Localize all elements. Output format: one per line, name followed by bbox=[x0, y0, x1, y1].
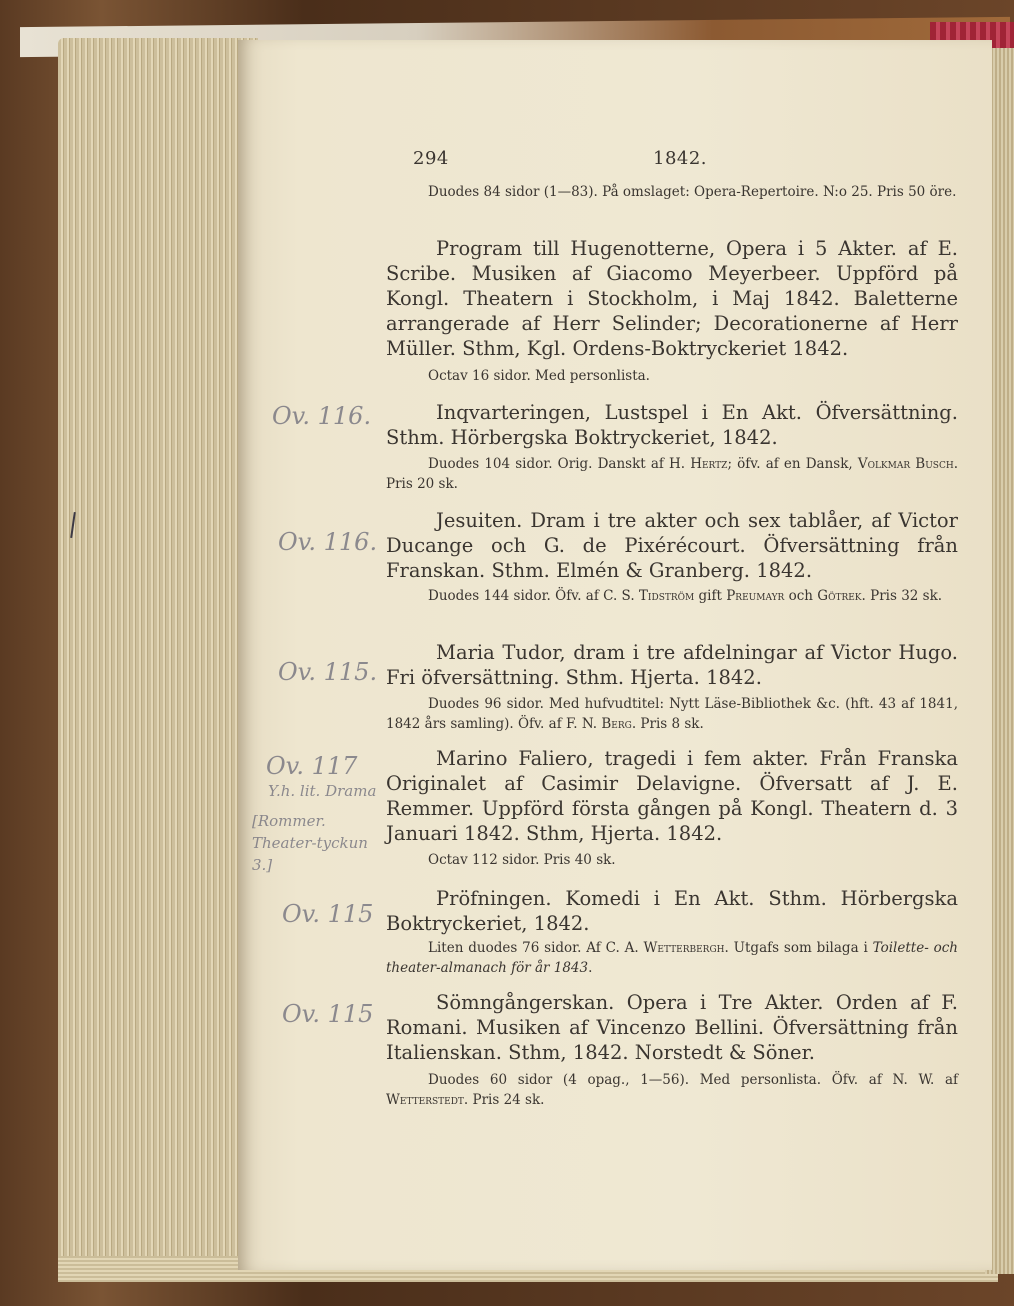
handwritten-annotation: Ov. 115 bbox=[282, 1000, 374, 1028]
entry-note: Duodes 96 sidor. Med hufvudtitel: Nytt Läse-Bibliothek &c. (hft. 43 af 1841, 1842 års samling). Öfv. af F. N. Berg. Pris 8 sk. bbox=[386, 696, 958, 732]
entry-note: Octav 16 sidor. Med personlista. bbox=[428, 368, 650, 384]
handwritten-annotation: [Rommer. Theater-tyckun 3.] bbox=[252, 812, 368, 874]
entry-note: Duodes 60 sidor (4 opag., 1—56). Med personlista. Öfv. af N. W. af Wetterstedt. Pris 24 sk. bbox=[386, 1072, 958, 1108]
handwritten-annotation: Ov. 116. bbox=[278, 528, 378, 556]
entry-title: Jesuiten. Dram i tre akter och sex tablåer, af Victor Ducange och G. de Pixérécourt. Öfversättning från Franskan. Sthm. Elmén & Granberg. 1842. bbox=[386, 509, 958, 582]
book-page bbox=[238, 40, 992, 1270]
page-number: 294 bbox=[413, 148, 449, 169]
entry-title: Program till Hugenotterne, Opera i 5 Akter. af E. Scribe. Musiken af Giacomo Meyerbeer. Uppförd på Kongl. Theatern i Stockholm, i Maj 1842. Baletterne arrangerade af Herr Selinder; Decorationerne af Herr Müller. Sthm, Kgl. Ordens-Boktryckeriet 1842. bbox=[386, 237, 958, 360]
entry-title: Sömngångerskan. Opera i Tre Akter. Orden af F. Romani. Musiken af Vincenzo Bellini. Öfversättning från Italienskan. Sthm, 1842. Norstedt & Söner. bbox=[386, 991, 958, 1064]
handwritten-annotation: Ov. 115 bbox=[282, 900, 374, 928]
handwritten-annotation: Y.h. lit. Drama bbox=[268, 782, 377, 800]
entry-title: Pröfningen. Komedi i En Akt. Sthm. Hörbergska Boktryckeriet, 1842. bbox=[386, 887, 958, 935]
entry-note: Duodes 104 sidor. Orig. Danskt af H. Hertz; öfv. af en Dansk, Volkmar Busch. Pris 20 sk. bbox=[386, 456, 958, 492]
entry-note: Duodes 144 sidor. Öfv. af C. S. Tidström gift Preumayr och Götrek. Pris 32 sk. bbox=[428, 588, 943, 604]
page-stack-left bbox=[58, 38, 258, 1274]
entry-title: Marino Faliero, tragedi i fem akter. Från Franska Originalet af Casimir Delavigne. Öfversatt af J. E. Remmer. Uppförd första gången på Kongl. Theatern d. 3 Januari 1842. Sthm, Hjerta. 1842. bbox=[386, 747, 958, 845]
entry-note: Liten duodes 76 sidor. Af C. A. Wetterbergh. Utgafs som bilaga i Toilette- och theater-almanach för år 1843. bbox=[386, 940, 958, 976]
running-head-year: 1842. bbox=[653, 148, 708, 169]
handwritten-annotation: Ov. 115. bbox=[278, 658, 378, 686]
handwritten-annotation: Ov. 117 bbox=[266, 752, 358, 780]
entry-title: Maria Tudor, dram i tre afdelningar af Victor Hugo. Fri öfversättning. Sthm. Hjerta. 1842. bbox=[386, 641, 958, 689]
entry-title: Inqvarteringen, Lustspel i En Akt. Öfversättning. Sthm. Hörbergska Boktryckeriet, 1842. bbox=[386, 401, 958, 449]
intro-note: Duodes 84 sidor (1—83). På omslaget: Opera-Repertoire. N:o 25. Pris 50 öre. bbox=[428, 184, 957, 200]
entry-note: Octav 112 sidor. Pris 40 sk. bbox=[428, 852, 616, 868]
handwritten-annotation: Ov. 116. bbox=[272, 402, 372, 430]
